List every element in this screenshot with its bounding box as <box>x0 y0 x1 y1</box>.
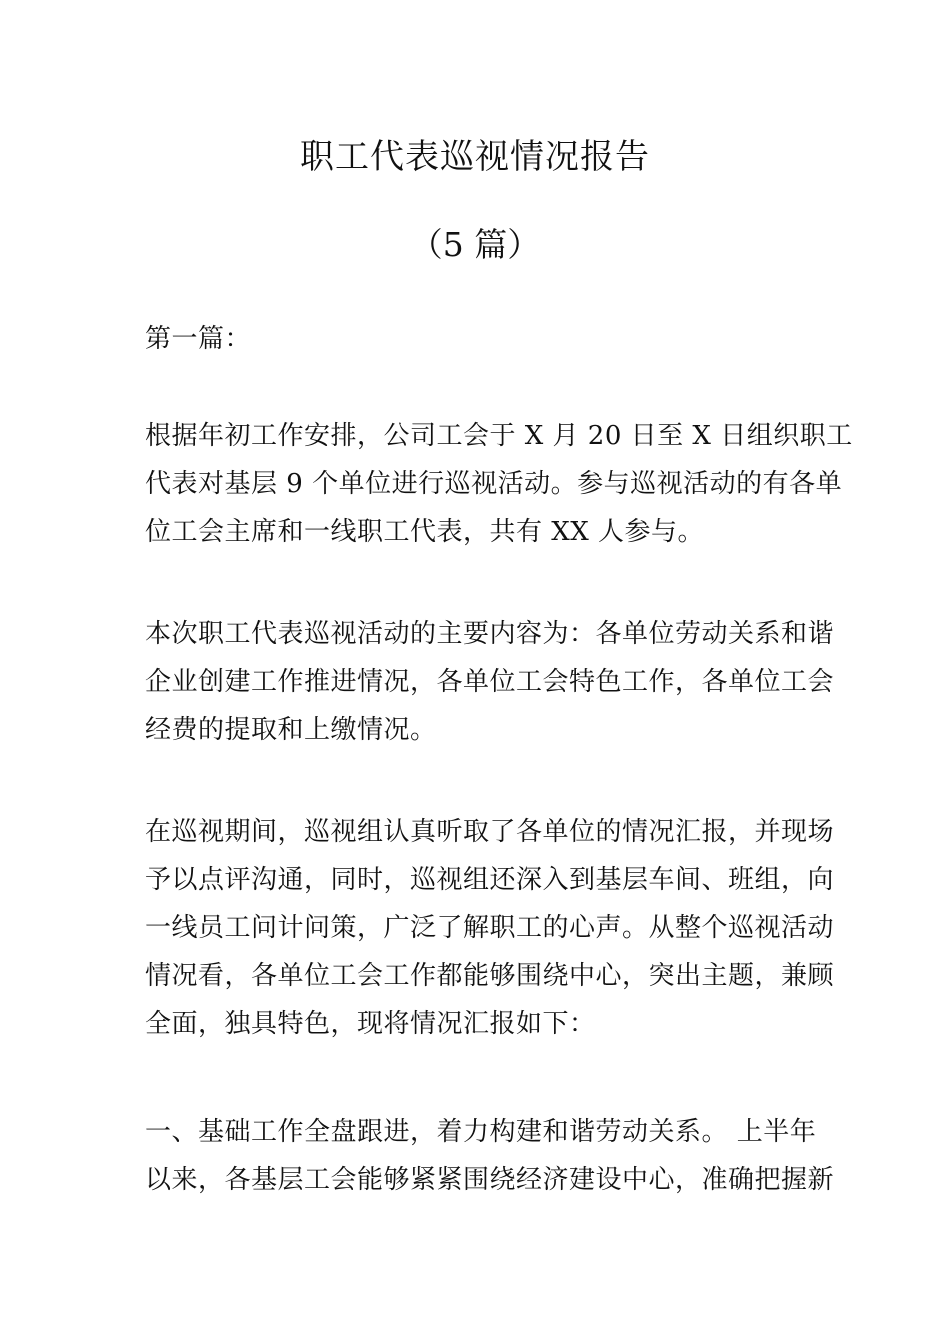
paragraph-line: 代表对基层 9 个单位进行巡视活动。参与巡视活动的有各单 <box>145 469 843 499</box>
paragraph-line: 全面，独具特色，现将情况汇报如下： <box>145 1009 596 1039</box>
paragraph-3 <box>145 808 835 1048</box>
paragraph-line: 一线员工问计问策，广泛了解职工的心声。从整个巡视活动 <box>145 913 835 943</box>
document-subtitle: （5 篇） <box>409 225 541 264</box>
paragraph-line: 根据年初工作安排，公司工会于 X 月 20 日至 X 日组织职工 <box>145 421 853 451</box>
paragraph-line: 以来，各基层工会能够紧紧围绕经济建设中心，准确把握新 <box>145 1165 835 1195</box>
paragraph-2 <box>145 610 835 754</box>
paragraph-1 <box>145 412 853 556</box>
paragraph-4 <box>145 1108 835 1204</box>
paragraph-line: 企业创建工作推进情况，各单位工会特色工作，各单位工会 <box>145 667 835 697</box>
paragraph-line: 在巡视期间，巡视组认真听取了各单位的情况汇报，并现场 <box>145 817 835 847</box>
paragraph-line: 一、基础工作全盘跟进，着力构建和谐劳动关系。 上半年 <box>145 1117 817 1147</box>
paragraph-line: 位工会主席和一线职工代表，共有 XX 人参与。 <box>145 517 705 547</box>
section-label: 第一篇： <box>145 324 252 354</box>
paragraph-line: 情况看，各单位工会工作都能够围绕中心，突出主题，兼顾 <box>145 961 835 991</box>
paragraph-line: 本次职工代表巡视活动的主要内容为：各单位劳动关系和谐 <box>145 619 835 649</box>
paragraph-line: 予以点评沟通，同时，巡视组还深入到基层车间、班组，向 <box>145 865 835 895</box>
document-title: 职工代表巡视情况报告 <box>300 137 650 177</box>
paragraph-line: 经费的提取和上缴情况。 <box>145 715 437 745</box>
